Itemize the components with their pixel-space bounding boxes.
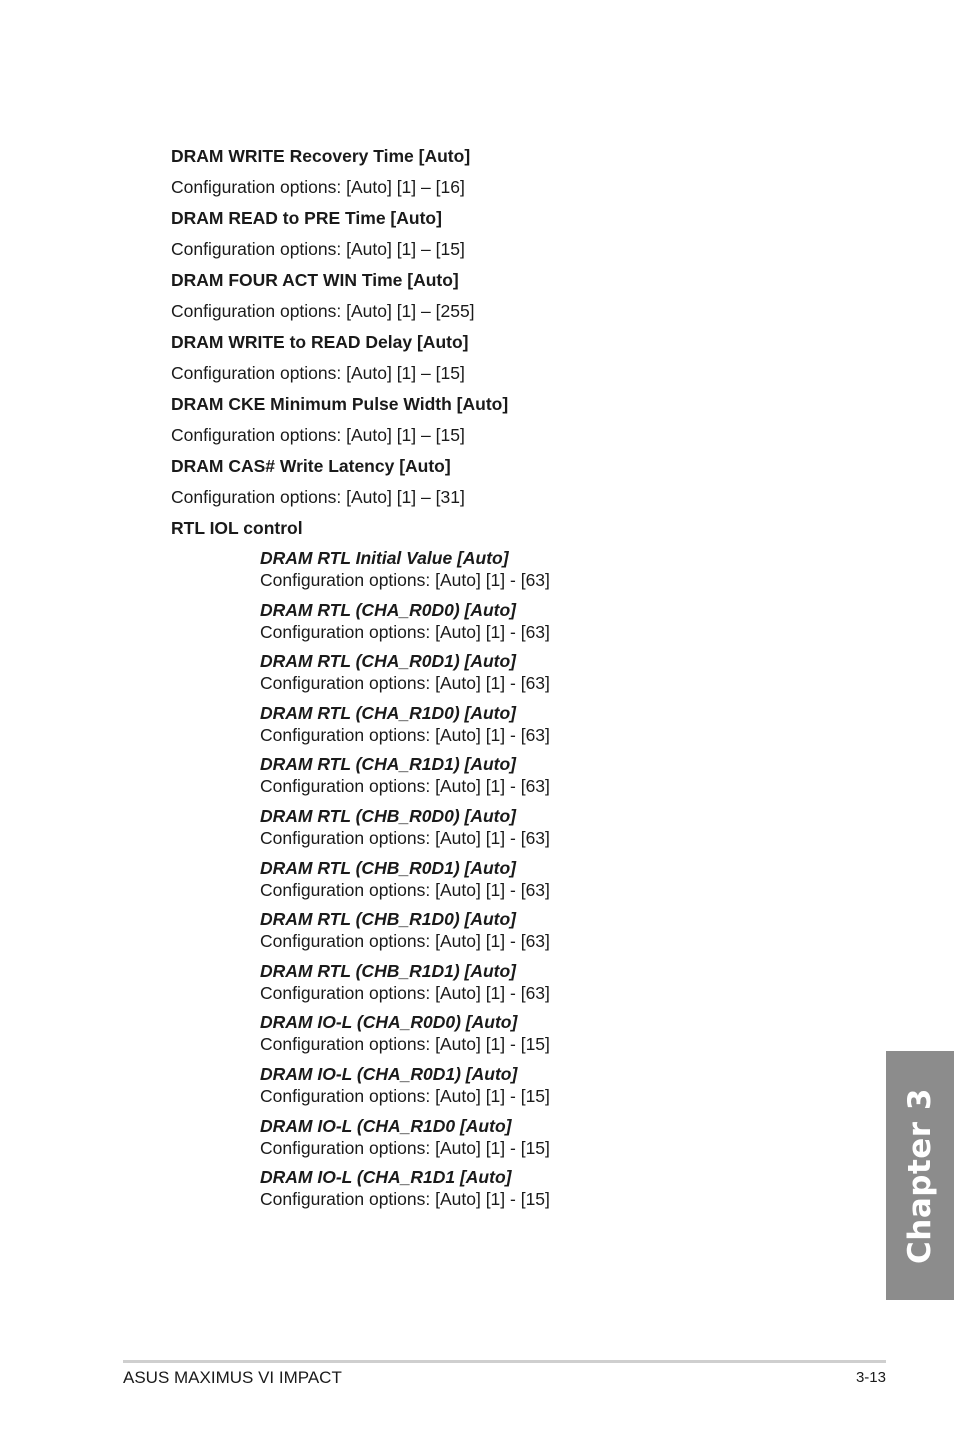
footer-divider [123, 1360, 886, 1363]
setting-item [171, 331, 831, 393]
sub-setting-description: Configuration options: [Auto] [1] - [63] [260, 673, 550, 694]
sub-setting-item [260, 650, 831, 702]
setting-item [171, 393, 831, 455]
sub-setting-title: DRAM RTL (CHA_R0D1) [Auto] [260, 651, 517, 672]
sub-setting-title: DRAM IO-L (CHA_R1D0 [Auto] [260, 1115, 512, 1136]
sub-setting-description: Configuration options: [Auto] [1] - [63] [260, 724, 550, 745]
sub-setting-item [260, 753, 831, 805]
sub-setting-description: Configuration options: [Auto] [1] - [63] [260, 621, 550, 642]
sub-setting-item [260, 960, 831, 1012]
sub-item-list [260, 547, 831, 1218]
manual-content [171, 145, 831, 1218]
sub-setting-item [260, 1063, 831, 1115]
sub-setting-title: DRAM IO-L (CHA_R0D0) [Auto] [260, 1012, 518, 1033]
setting-description: Configuration options: [Auto] [1] – [255] [171, 301, 475, 321]
setting-item [171, 455, 831, 517]
sub-setting-description: Configuration options: [Auto] [1] - [63] [260, 570, 550, 590]
sub-setting-title: DRAM IO-L (CHA_R1D1 [Auto] [260, 1167, 512, 1188]
sub-setting-title: DRAM IO-L (CHA_R0D1) [Auto] [260, 1063, 518, 1084]
sub-setting-item [260, 1166, 831, 1218]
setting-description: Configuration options: [Auto] [1] – [15] [171, 363, 465, 383]
setting-title: DRAM WRITE to READ Delay [Auto] [171, 332, 469, 352]
sub-setting-item [260, 547, 831, 599]
sub-setting-title: DRAM RTL (CHB_R1D1) [Auto] [260, 960, 517, 981]
setting-title: DRAM CAS# Write Latency [Auto] [171, 456, 451, 476]
setting-description: Configuration options: [Auto] [1] – [15] [171, 425, 465, 445]
sub-setting-description: Configuration options: [Auto] [1] - [15] [260, 1034, 550, 1055]
setting-item [171, 145, 831, 207]
sub-setting-description: Configuration options: [Auto] [1] - [63] [260, 776, 550, 797]
sub-setting-title: DRAM RTL (CHB_R0D1) [Auto] [260, 857, 517, 878]
sub-setting-item [260, 599, 831, 651]
sub-setting-item [260, 1115, 831, 1167]
setting-description: Configuration options: [Auto] [1] – [31] [171, 487, 465, 507]
main-item-list [171, 145, 831, 517]
setting-description: Configuration options: [Auto] [1] – [16] [171, 177, 465, 197]
footer-page-number: 3-13 [855, 1369, 886, 1386]
chapter-tab [886, 1051, 954, 1300]
sub-setting-title: DRAM RTL (CHA_R1D1) [Auto] [260, 754, 517, 775]
setting-description: Configuration options: [Auto] [1] – [15] [171, 239, 465, 259]
setting-title: DRAM READ to PRE Time [Auto] [171, 208, 442, 228]
chapter-tab-label: Chapter 3 [902, 1087, 938, 1264]
setting-title: DRAM CKE Minimum Pulse Width [Auto] [171, 394, 509, 414]
sub-setting-title: DRAM RTL (CHA_R1D0) [Auto] [260, 702, 517, 723]
setting-title: DRAM WRITE Recovery Time [Auto] [171, 146, 471, 166]
sub-setting-description: Configuration options: [Auto] [1] - [63] [260, 982, 550, 1003]
sub-setting-item [260, 702, 831, 754]
setting-item [171, 269, 831, 331]
sub-setting-item [260, 805, 831, 857]
sub-setting-title: DRAM RTL Initial Value [Auto] [260, 548, 509, 568]
sub-setting-title: DRAM RTL (CHA_R0D0) [Auto] [260, 599, 517, 620]
sub-setting-description: Configuration options: [Auto] [1] - [63] [260, 827, 550, 848]
sub-setting-item [260, 1011, 831, 1063]
section-title: RTL IOL control [171, 518, 303, 538]
sub-setting-description: Configuration options: [Auto] [1] - [15] [260, 1137, 550, 1158]
sub-setting-title: DRAM RTL (CHB_R1D0) [Auto] [260, 909, 517, 930]
sub-setting-item [260, 908, 831, 960]
sub-setting-description: Configuration options: [Auto] [1] - [15] [260, 1085, 550, 1106]
footer-product-name: ASUS MAXIMUS VI IMPACT [123, 1368, 342, 1387]
sub-setting-title: DRAM RTL (CHB_R0D0) [Auto] [260, 805, 517, 826]
setting-item [171, 207, 831, 269]
sub-setting-item [260, 857, 831, 909]
sub-setting-description: Configuration options: [Auto] [1] - [63] [260, 931, 550, 952]
sub-setting-description: Configuration options: [Auto] [1] - [63] [260, 879, 550, 900]
sub-setting-description: Configuration options: [Auto] [1] - [15] [260, 1189, 550, 1210]
setting-title: DRAM FOUR ACT WIN Time [Auto] [171, 270, 459, 290]
